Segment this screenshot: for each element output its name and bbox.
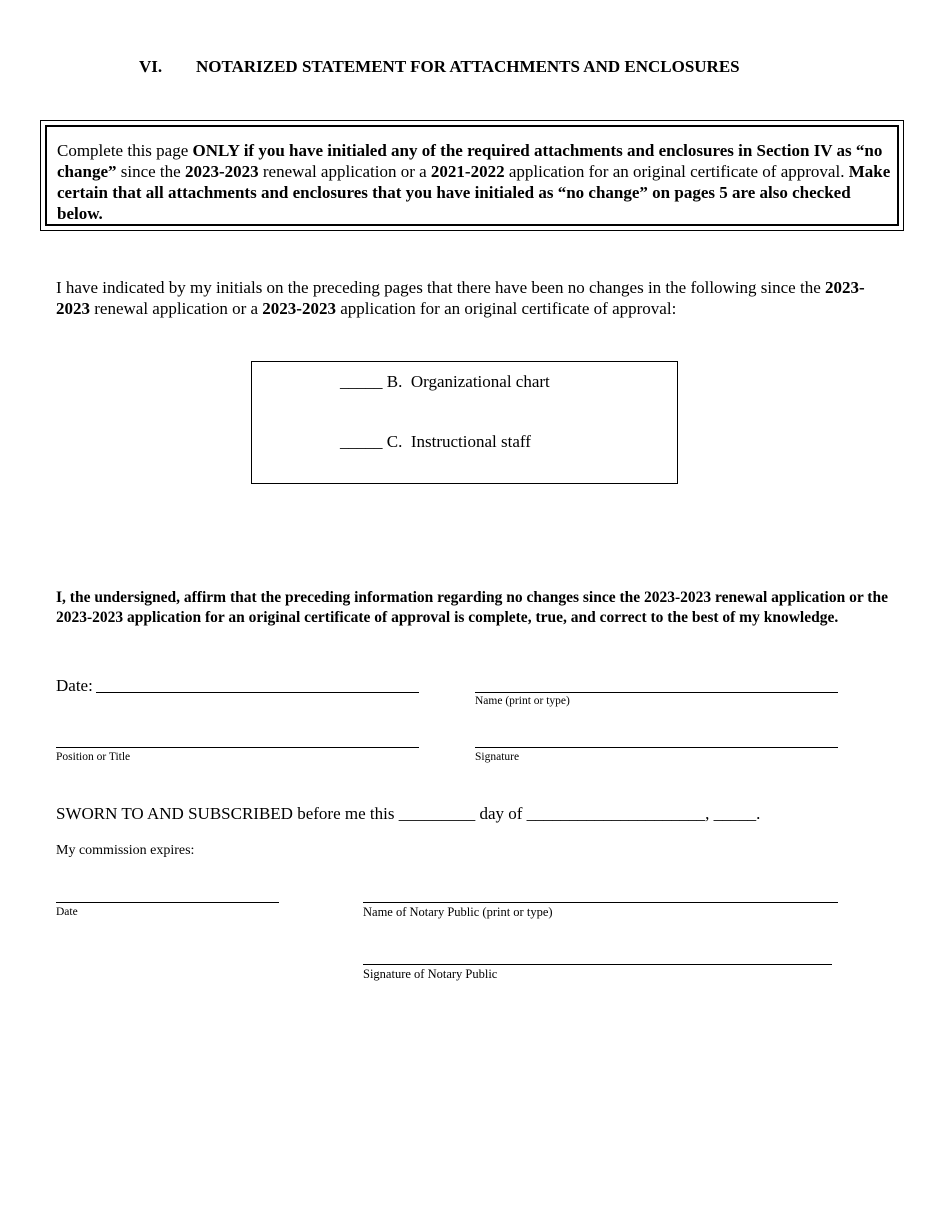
notice-inner-border	[45, 125, 899, 226]
intro-year: 2023-2023	[56, 278, 865, 318]
notary-date-line[interactable]	[56, 902, 279, 903]
intro-paragraph	[56, 277, 896, 319]
name-line[interactable]	[475, 692, 838, 693]
sworn-statement: SWORN TO AND SUBSCRIBED before me this _________ day of _____________________, _____.	[56, 804, 761, 823]
notary-name-label: Name of Notary Public (print or type)	[363, 905, 553, 919]
notice-year: 2021-2022	[430, 162, 505, 181]
section-title: NOTARIZED STATEMENT FOR ATTACHMENTS AND ENCLOSURES	[196, 57, 740, 76]
date-label: Date:	[56, 676, 93, 695]
notary-signature-line[interactable]	[363, 964, 832, 965]
affirmation-statement: I, the undersigned, affirm that the preceding information regarding no changes since the 2023-2023 renewal application or the 2023-2023 application for an original certificate of approval is complete, true, and correct to the best of my knowledge.	[56, 589, 888, 626]
section-number: VI.	[139, 57, 163, 76]
notice-text-part: Complete this page	[57, 141, 193, 160]
notary-signature-label: Signature of Notary Public	[363, 967, 498, 981]
date-line[interactable]	[96, 692, 419, 693]
notice-emphasis: ONLY if you have initialed any of the required attachments and enclosures in Section IV as “no change”	[57, 141, 883, 181]
signature-label: Signature	[475, 751, 520, 763]
intro-text-part: I have indicated by my initials on the preceding pages that there have been no changes in the following since the	[56, 278, 826, 297]
checklist-item-instructional-staff[interactable]: _____ C. Instructional staff	[340, 432, 531, 451]
position-line[interactable]	[56, 747, 419, 748]
notice-year: 2023-2023	[184, 162, 259, 181]
notice-text-part: application for an original certificate of approval.	[504, 162, 849, 181]
name-label: Name (print or type)	[475, 695, 570, 707]
attachments-checklist	[251, 361, 678, 484]
signature-line[interactable]	[475, 747, 838, 748]
checklist-item-organizational-chart[interactable]: _____ B. Organizational chart	[340, 372, 550, 391]
position-label: Position or Title	[56, 751, 131, 763]
notice-text-part: since the	[116, 162, 185, 181]
notice-text	[57, 140, 897, 224]
intro-text-part: application for an original certificate of approval:	[335, 299, 677, 318]
notary-date-label: Date	[56, 906, 78, 918]
notice-box	[40, 120, 904, 231]
notice-emphasis: Make certain that all attachments and enclosures that you have initialed as “no change” on pages 5 are also checked below.	[57, 162, 891, 223]
notice-text-part: renewal application or a	[258, 162, 431, 181]
intro-year: 2023-2023	[262, 299, 336, 318]
notary-name-line[interactable]	[363, 902, 838, 903]
intro-text-part: renewal application or a	[90, 299, 263, 318]
commission-expires-label: My commission expires:	[56, 843, 195, 858]
